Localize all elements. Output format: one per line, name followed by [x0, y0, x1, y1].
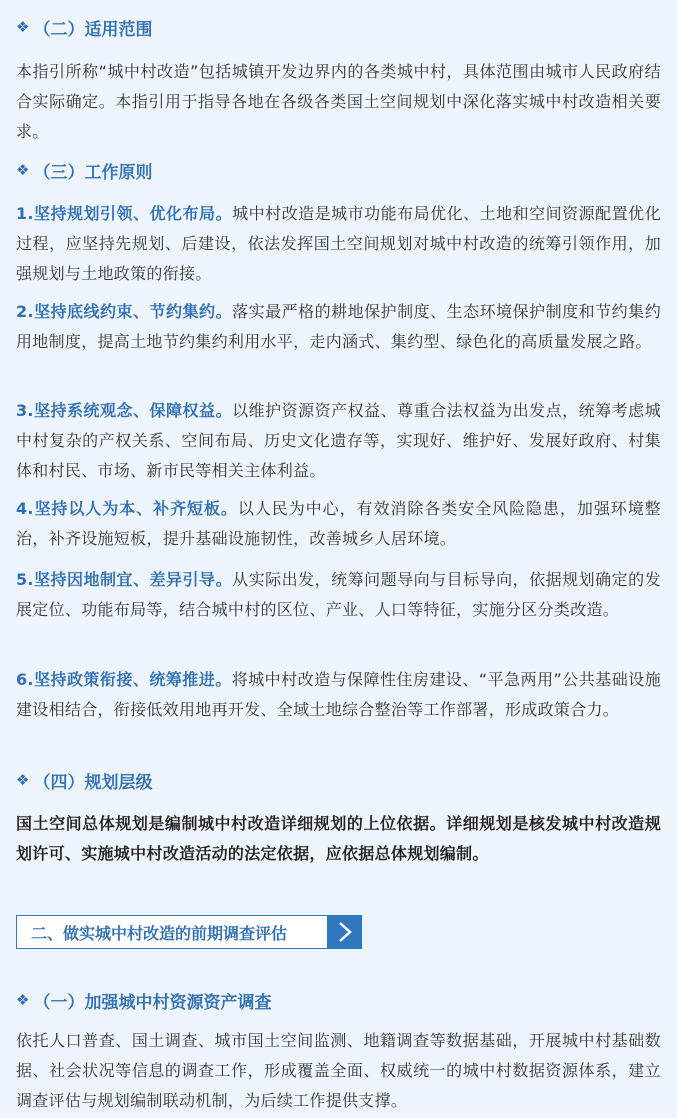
principle-paragraph-6	[16, 665, 661, 725]
section-heading-levels	[16, 765, 152, 795]
principle-text: 落实最严格的耕地保护制度、生态环境保护制度和节约集约用地制度，提高土地节约集约利用水平，走内涵式、集约型、绿色化的高质量发展之路。	[16, 302, 661, 351]
principle-lead: 3.坚持系统观念、保障权益。	[16, 401, 233, 420]
principle-paragraph-4	[16, 494, 661, 554]
principle-text: 以人民为中心，有效消除各类安全风险隐患，加强环境整治，补齐设施短板，提升基础设施韧性，改善城乡人居环境。	[16, 499, 661, 548]
heading-text: （四）规划层级	[33, 772, 153, 793]
chapter-title: 二、做实城中村改造的前期调查评估	[16, 915, 328, 949]
diamond-icon: ❖	[16, 161, 30, 179]
chapter-banner	[16, 915, 362, 949]
principle-lead: 5.坚持因地制宜、差异引导。	[16, 570, 233, 589]
levels-paragraph: 国土空间总体规划是编制城中村改造详细规划的上位依据。详细规划是核发城中村改造规划许可、实施城中村改造活动的法定依据，应依据总体规划编制。	[16, 814, 661, 863]
heading-text: （三）工作原则	[33, 162, 153, 183]
survey-paragraph: 依托人口普查、国土调查、城市国土空间监测、地籍调查等数据基础，开展城中村基础数据、社会状况等信息的调查工作，形成覆盖全面、权威统一的城中村数据资源体系，建立调查评估与规划编制联动机制，为后续工作提供支撑。	[16, 1031, 661, 1110]
principle-lead: 1.坚持规划引领、优化布局。	[16, 204, 233, 223]
principle-lead: 6.坚持政策衔接、统筹推进。	[16, 670, 232, 689]
principle-text: 将城中村改造与保障性住房建设、“平急两用”公共基础设施建设相结合，衔接低效用地再开发、全域土地综合整治等工作部署，形成政策合力。	[16, 670, 661, 719]
principle-paragraph-2	[16, 297, 661, 357]
section-heading-survey	[16, 985, 271, 1015]
diamond-icon: ❖	[16, 18, 30, 36]
principle-text: 从实际出发，统筹问题导向与目标导向，依据规划确定的发展定位、功能布局等，结合城中村的区位、产业、人口等特征，实施分区分类改造。	[16, 570, 661, 619]
section-heading-principles	[16, 155, 152, 185]
principle-paragraph-5	[16, 565, 661, 625]
principle-lead: 4.坚持以人为本、补齐短板。	[16, 499, 238, 518]
principle-text: 城中村改造是城市功能布局优化、土地和空间资源配置优化过程，应坚持先规划、后建设，依法发挥国土空间规划对城中村改造的统筹引领作用，加强规划与土地政策的衔接。	[16, 204, 661, 283]
scope-paragraph: 本指引所称“城中村改造”包括城镇开发边界内的各类城中村，具体范围由城市人民政府结合实际确定。本指引用于指导各地在各级各类国土空间规划中深化落实城中村改造相关要求。	[16, 62, 661, 141]
section-heading-scope	[16, 12, 152, 42]
principle-paragraph-1	[16, 199, 661, 289]
chevron-right-icon	[328, 915, 362, 949]
heading-text: （二）适用范围	[33, 19, 153, 40]
diamond-icon: ❖	[16, 991, 30, 1009]
heading-text: （一）加强城中村资源资产调查	[33, 992, 272, 1013]
principle-paragraph-3	[16, 396, 661, 486]
principle-text: 以维护资源资产权益、尊重合法权益为出发点，统筹考虑城中村复杂的产权关系、空间布局、历史文化遗存等，实现好、维护好、发展好政府、村集体和村民、市场、新市民等相关主体利益。	[16, 401, 661, 480]
principle-lead: 2.坚持底线约束、节约集约。	[16, 302, 233, 321]
diamond-icon: ❖	[16, 771, 30, 789]
